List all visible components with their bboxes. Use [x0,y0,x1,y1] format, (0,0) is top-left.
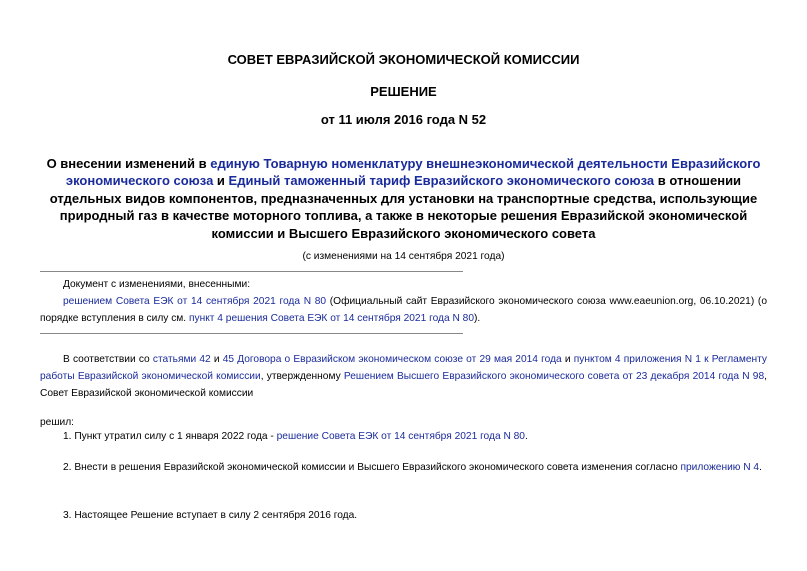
preamble-link-art42[interactable]: статьями 42 [152,354,211,365]
title-text-2: и [213,173,229,189]
item-2-end: . [759,462,762,473]
item-2-link-annex4[interactable]: приложению N 4 [680,462,760,473]
item-3: 3. Настоящее Решение вступает в силу 2 сентября 2016 года. [63,510,358,521]
preamble-link-regulation[interactable]: пунктом 4 приложения N 1 к Регламенту работы Евразийской экономической комиссии [40,354,768,382]
item-1-link[interactable]: решение Совета ЕЭК от 14 сентября 2021 года N 80 [276,431,525,442]
preamble-text-3: и [561,354,574,365]
changes-text-2: ). [473,313,481,324]
divider-top [40,271,463,272]
item-1 [40,428,767,445]
preamble-text-4: , утвержденному [260,371,344,382]
preamble-link-treaty[interactable]: 45 Договора о Евразийском экономическом союзе от 29 мая 2014 года [222,354,562,365]
changes-intro: Документ с изменениями, внесенными: [63,279,251,290]
document-title [30,155,777,242]
divider-bottom [40,333,463,334]
preamble-text-2: и [210,354,223,365]
item-2 [40,459,767,476]
item-2-text: 2. Внести в решения Евразийской экономической комиссии и Высшего Евразийского экономического совета изменения согласно [63,462,681,473]
title-text-1: О внесении изменений в [46,156,211,171]
document-type: РЕШЕНИЕ [370,84,437,99]
item-1-end: . [524,431,528,442]
title-link-tariff[interactable]: Единый таможенный тариф Евразийского экономического союза [228,173,655,189]
changes-box [40,276,767,327]
changes-link-point4[interactable]: пункт 4 решения Совета ЕЭК от 14 сентября 2021 года N 80 [188,313,474,324]
revision-note: (с изменениями на 14 сентября 2021 года) [302,251,505,262]
item-1-text: 1. Пункт утратил силу с 1 января 2022 года - [63,431,277,442]
council-name: СОВЕТ ЕВРАЗИЙСКОЙ ЭКОНОМИЧЕСКОЙ КОМИССИИ [227,52,580,67]
document-date: от 11 июля 2016 года N 52 [320,112,487,127]
preamble-text-1: В соответствии со [63,354,153,365]
title-link-tnved[interactable]: единую Товарную номенклатуру внешнеэкономической деятельности Евразийского экономического союза [65,156,761,189]
preamble-text-5: , Совет Евразийской экономической комиссии [40,371,767,399]
title-text-3: в отношении отдельных видов компонентов, предназначенных для установки на транспортные средства, использующие природный газ в качестве моторного топлива, а также в некоторые решения Евразийской экономической комиссии и Высшего Евразийского экономического совета [49,173,758,241]
changes-link-decision[interactable]: решением Совета ЕЭК от 14 сентября 2021 года N 80 [63,296,327,307]
decided-label: решил: [40,417,74,428]
preamble [40,351,767,402]
preamble-link-supreme-council[interactable]: Решением Высшего Евразийского экономического совета от 23 декабря 2014 года N 98 [343,371,765,382]
changes-text-1: (Официальный сайт Евразийского экономического союза www.eaeunion.org, 06.10.2021) (о порядке вступления в силу см. [40,296,767,324]
